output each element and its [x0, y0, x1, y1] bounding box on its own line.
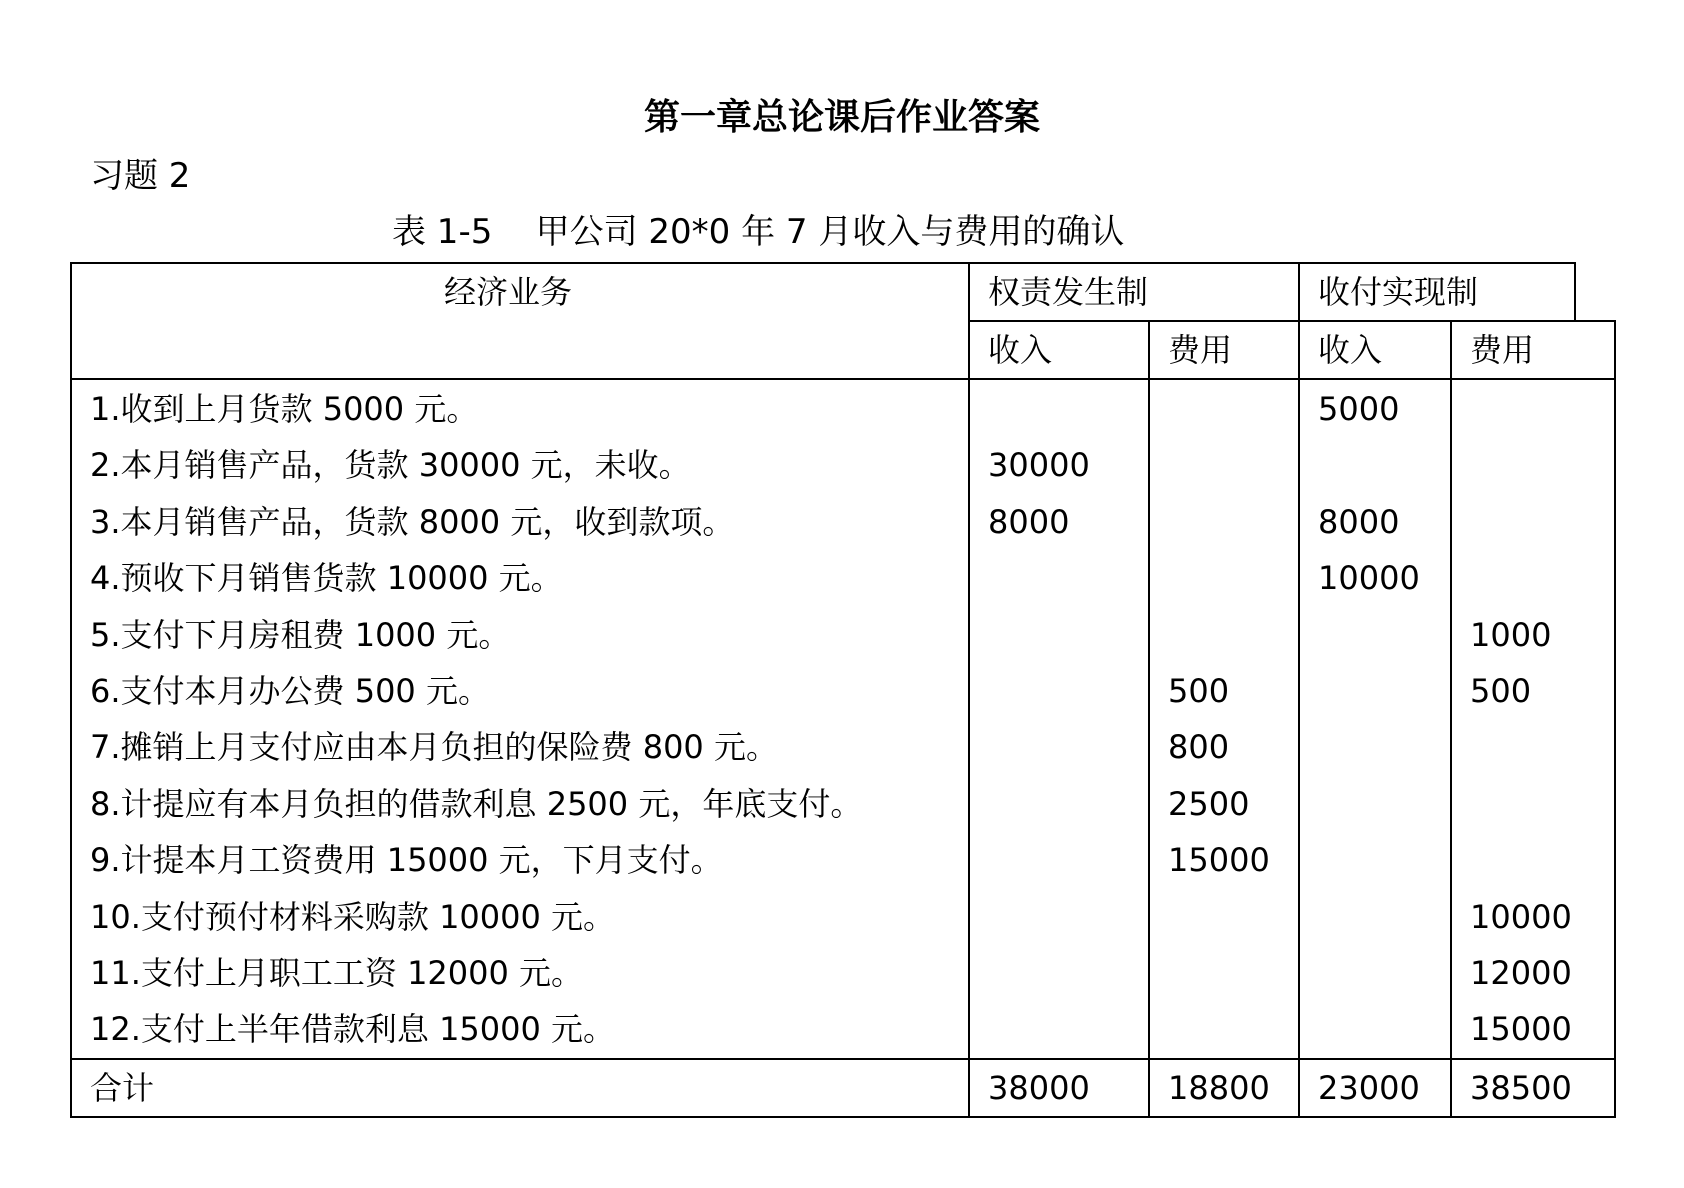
row-business: 9.计提本月工资费用 15000 元，下月支付。 [90, 841, 723, 879]
total-cash-expense: 38500 [1470, 1069, 1572, 1107]
table-right-border [1614, 320, 1616, 1118]
row-business: 4.预收下月销售货款 10000 元。 [90, 559, 563, 597]
row-cash-expense: 15000 [1470, 1010, 1572, 1048]
table-caption-text: 甲公司 20*0 年 7 月收入与费用的确认 [535, 212, 1125, 252]
row-cash-income: 10000 [1318, 559, 1420, 597]
row-business: 7.摊销上月支付应由本月负担的保险费 800 元。 [90, 728, 778, 766]
row-business: 6.支付本月办公费 500 元。 [90, 672, 490, 710]
total-label: 合计 [90, 1069, 155, 1107]
row-cash-expense: 12000 [1470, 954, 1572, 992]
header-accrual-basis: 权责发生制 [988, 273, 1149, 311]
total-accrual-income: 38000 [988, 1069, 1090, 1107]
row-accrual-expense: 800 [1168, 728, 1230, 766]
business-column-border [968, 262, 970, 1118]
total-top-border [70, 1058, 1616, 1060]
header-cash-income: 收入 [1318, 331, 1383, 369]
row-accrual-expense: 15000 [1168, 841, 1270, 879]
row-accrual-income: 8000 [988, 503, 1070, 541]
table-top-border [70, 262, 1576, 264]
header-bottom-border [70, 378, 1616, 380]
exercise-label: 习题 2 [90, 156, 191, 196]
cash-header-right-border [1574, 262, 1576, 322]
row-accrual-income: 30000 [988, 446, 1090, 484]
table-caption [392, 208, 1124, 256]
table-number: 表 1-5 [392, 212, 493, 252]
row-business: 8.计提应有本月负担的借款利息 2500 元，年底支付。 [90, 785, 863, 823]
row-business: 12.支付上半年借款利息 15000 元。 [90, 1010, 616, 1048]
header-business: 经济业务 [444, 273, 573, 311]
header-subrow-border [968, 320, 1616, 322]
row-business: 5.支付下月房租费 1000 元。 [90, 616, 511, 654]
header-accrual-expense: 费用 [1168, 331, 1233, 369]
table-bottom-border [70, 1116, 1616, 1118]
row-cash-income: 8000 [1318, 503, 1400, 541]
accrual-split-border [1148, 320, 1150, 1118]
method-split-border [1298, 262, 1300, 1118]
row-business: 2.本月销售产品，货款 30000 元，未收。 [90, 446, 691, 484]
row-business: 1.收到上月货款 5000 元。 [90, 390, 479, 428]
table-left-border [70, 262, 72, 1118]
row-cash-expense: 1000 [1470, 616, 1552, 654]
row-cash-income: 5000 [1318, 390, 1400, 428]
row-accrual-expense: 500 [1168, 672, 1230, 710]
total-accrual-expense: 18800 [1168, 1069, 1270, 1107]
row-accrual-expense: 2500 [1168, 785, 1250, 823]
row-business: 11.支付上月职工工资 12000 元。 [90, 954, 584, 992]
row-business: 10.支付预付材料采购款 10000 元。 [90, 898, 616, 936]
row-cash-expense: 10000 [1470, 898, 1572, 936]
header-cash-expense: 费用 [1470, 331, 1535, 369]
row-business: 3.本月销售产品，货款 8000 元，收到款项。 [90, 503, 735, 541]
row-cash-expense: 500 [1470, 672, 1532, 710]
header-accrual-income: 收入 [988, 331, 1053, 369]
header-cash-basis: 收付实现制 [1318, 273, 1479, 311]
total-cash-income: 23000 [1318, 1069, 1420, 1107]
page-title: 第一章总论课后作业答案 [643, 97, 1040, 138]
cash-split-border [1450, 320, 1452, 1118]
